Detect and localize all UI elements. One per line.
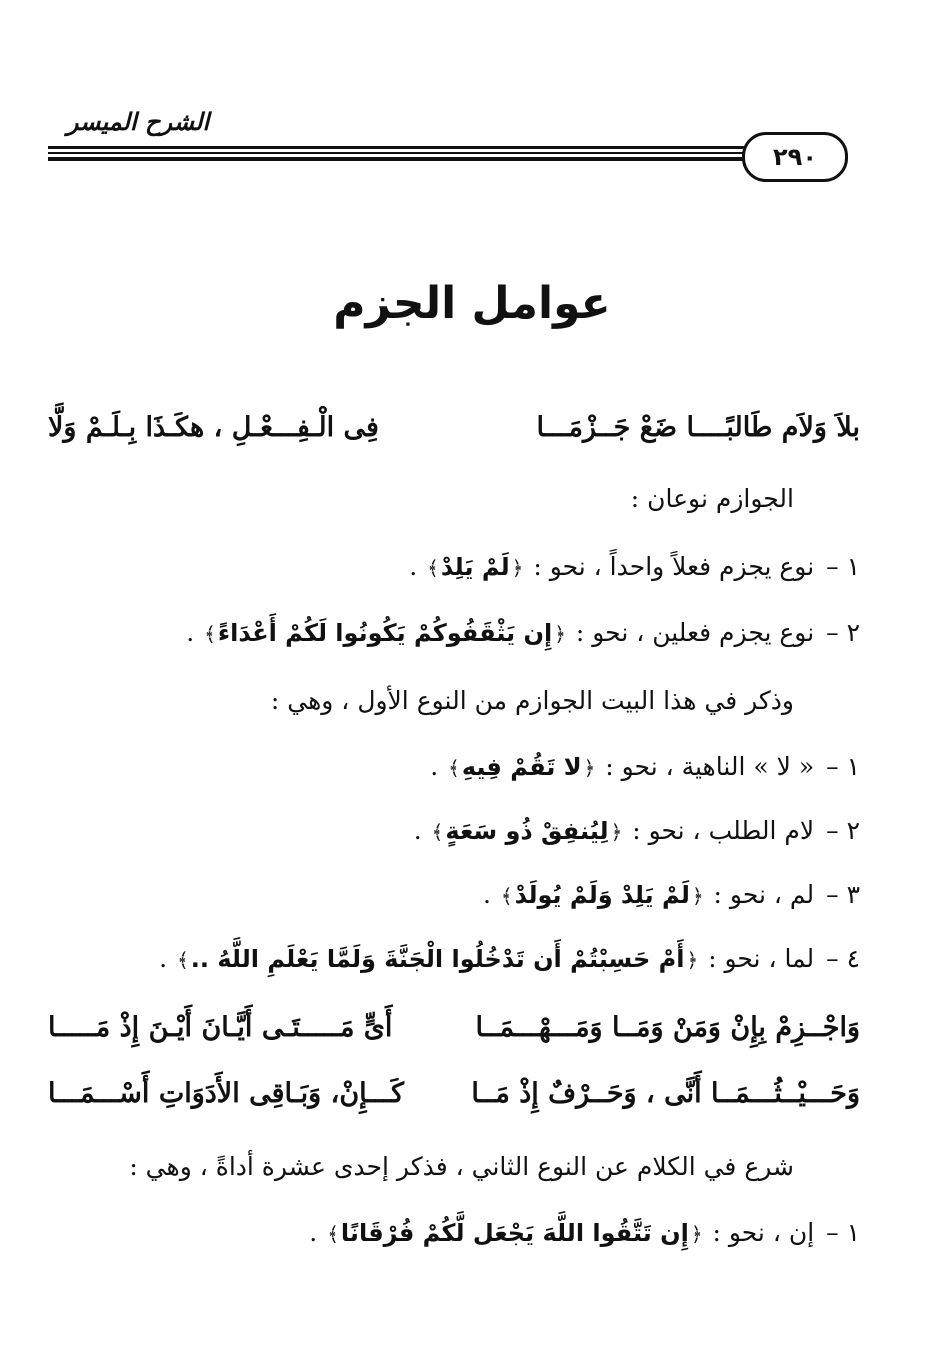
chapter-title: عوامل الجزم: [333, 278, 611, 329]
quran-bracket-open-icon: ﴿: [583, 756, 596, 780]
header-rule: [48, 152, 844, 154]
list-item: [40, 618, 860, 647]
running-header-title: الشرح الميسر: [66, 108, 210, 136]
quran-bracket-open-icon: ﴿: [691, 884, 704, 908]
quran-quote: أَمْ حَسِبْتُمْ أَن تَدْخُلُوا الْجَنَّةَ وَلَمَّا يَعْلَمِ اللَّهُ ..: [190, 945, 685, 973]
list-item: [40, 816, 860, 845]
verse-hemistich-first: وَاجْــزِمْ بِإِنْ وَمَنْ وَمَــا وَمَـــهْـــمَــا: [475, 1012, 860, 1043]
list-item: [40, 752, 860, 781]
paragraph-line: شرع في الكلام عن النوع الثاني ، فذكر إحدى عشرة أداةً ، وهي :: [129, 1152, 794, 1181]
quran-quote: إِن تَتَّقُوا اللَّهَ يَجْعَل لَّكُمْ فُرْقَانًا: [340, 1219, 689, 1247]
paragraph-line: وذكر في هذا البيت الجوازم من النوع الأول ، وهي :: [270, 686, 794, 715]
quran-bracket-open-icon: ﴿: [610, 820, 623, 844]
list-item: [40, 944, 860, 973]
item-text: إن ، نحو :: [712, 1218, 815, 1247]
quran-quote: لِيُنفِقْ ذُو سَعَةٍ: [445, 817, 609, 845]
quran-bracket-open-icon: ﴿: [554, 622, 566, 646]
quran-quote: إِن يَثْقَفُوكُمْ يَكُونُوا لَكُمْ أَعْدَاءً: [217, 619, 553, 647]
item-text: لام الطلب ، نحو :: [632, 816, 815, 845]
item-number: ١ –: [826, 1218, 860, 1247]
verse-hemistich-second: كَـــإِنْ، وَبَـاقِى الأَدَوَاتِ أَسْـــمَـــا: [48, 1078, 404, 1109]
list-item: [40, 880, 860, 909]
quran-bracket-open-icon: ﴿: [511, 556, 524, 580]
item-end-mark: .: [409, 552, 418, 581]
quran-bracket-close-icon: ﴾: [427, 556, 439, 580]
poem-verse: [48, 1078, 860, 1109]
quran-quote: لا تَقُمْ فِيهِ: [461, 753, 582, 781]
quran-bracket-close-icon: ﴾: [448, 756, 460, 780]
item-end-mark: .: [159, 944, 168, 973]
item-end-mark: .: [430, 752, 439, 781]
quran-quote: لَمْ يَلِدْ: [440, 553, 510, 581]
item-number: ٢ –: [826, 816, 860, 845]
header-rule: [48, 146, 844, 149]
quran-bracket-close-icon: ﴾: [177, 948, 189, 972]
item-number: ٢ –: [826, 618, 860, 647]
quran-bracket-close-icon: ﴾: [204, 622, 216, 646]
quran-bracket-open-icon: ﴿: [686, 948, 699, 972]
verse-hemistich-first: بلاَ وَلاَم طَالبًــــا ضَعْ جَــزْمَـــا: [536, 412, 860, 443]
paragraph-line: الجوازم نوعان :: [630, 484, 794, 513]
list-item: [40, 1218, 860, 1247]
list-item: [40, 552, 860, 581]
item-number: ٤ –: [826, 944, 860, 973]
item-end-mark: .: [186, 618, 195, 647]
verse-hemistich-second: فِى الْـفِـــعْـلِ ، هكَـذَا بِـلَـمْ وَلَّا: [48, 412, 379, 443]
quran-bracket-close-icon: ﴾: [500, 884, 513, 908]
item-text: نوع يجزم فعلاً واحداً ، نحو :: [533, 552, 815, 581]
page-number-badge: [742, 132, 848, 182]
quran-quote: لَمْ يَلِدْ وَلَمْ يُولَدْ: [514, 881, 690, 909]
quran-bracket-close-icon: ﴾: [327, 1222, 339, 1246]
quran-bracket-open-icon: ﴿: [690, 1222, 703, 1246]
verse-hemistich-first: وَحَـــيْــثُـــمَــا أَنَّى ، وَحَــرْفٌ إِذْ مَــا: [471, 1078, 860, 1109]
item-end-mark: .: [482, 880, 491, 909]
item-number: ١ –: [826, 552, 860, 581]
page-number: ٢٩٠: [773, 143, 817, 171]
item-text: لما ، نحو :: [708, 944, 815, 973]
item-text: نوع يجزم فعلين ، نحو :: [575, 618, 815, 647]
item-end-mark: .: [309, 1218, 318, 1247]
item-number: ٣ –: [826, 880, 860, 909]
poem-verse: [48, 412, 860, 443]
poem-verse: [48, 1012, 860, 1043]
item-end-mark: .: [413, 816, 422, 845]
item-text: « لا » الناهية ، نحو :: [605, 752, 815, 781]
header-rule: [48, 157, 844, 161]
item-text: لم ، نحو :: [713, 880, 815, 909]
verse-hemistich-second: أَىٍّ مَـــــتَـى أَيَّـانَ أَيْـنَ إِذْ مَـــــا: [48, 1012, 393, 1043]
item-number: ١ –: [826, 752, 860, 781]
quran-bracket-close-icon: ﴾: [431, 820, 444, 844]
